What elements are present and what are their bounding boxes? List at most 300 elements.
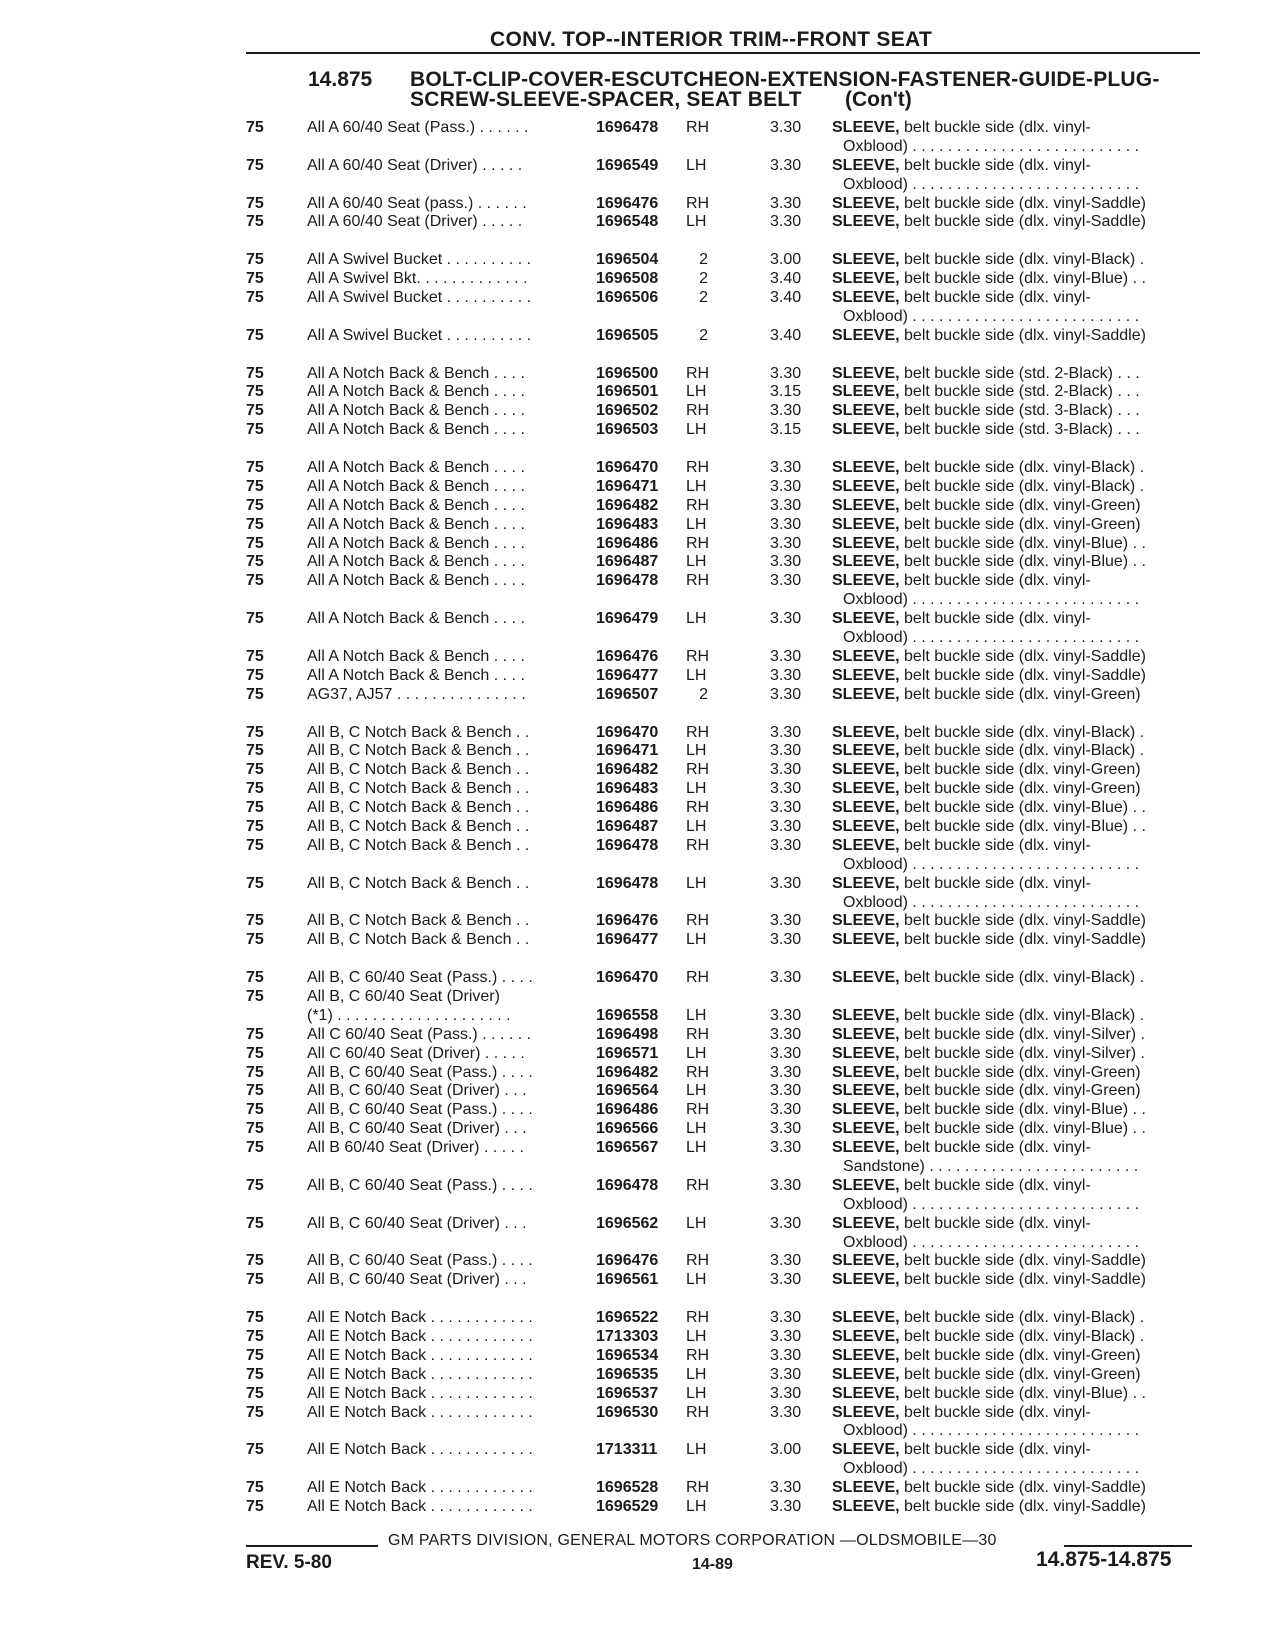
application: All B, C Notch Back & Bench . . <box>307 836 530 854</box>
part-row <box>0 1366 1280 1385</box>
description-text: belt buckle side (dlx. vinyl-Green) <box>899 1063 1141 1081</box>
part-keyword: SLEEVE, <box>832 647 900 665</box>
part-keyword: SLEEVE, <box>832 1309 900 1327</box>
description-text: belt buckle side (dlx. vinyl-Saddle) <box>899 1252 1146 1270</box>
part-number: 1696530 <box>596 1403 659 1421</box>
part-keyword: SLEEVE, <box>832 742 900 760</box>
application: All C 60/40 Seat (Pass.) . . . . . . <box>307 1025 532 1043</box>
quantity: LH <box>686 610 707 628</box>
part-keyword: SLEEVE, <box>832 1176 900 1194</box>
part-row <box>0 1441 1280 1460</box>
description <box>832 119 1200 138</box>
description <box>832 1366 1200 1385</box>
model-year: 75 <box>246 421 264 439</box>
part-number: 1696508 <box>596 270 659 288</box>
part-row <box>0 1271 1280 1290</box>
section-continued: (Con't) <box>845 88 912 111</box>
part-number: 1696501 <box>596 383 659 401</box>
price: 3.30 <box>770 1214 802 1232</box>
part-keyword: SLEEVE, <box>832 1328 900 1345</box>
part-row <box>0 1347 1280 1366</box>
description <box>832 780 1200 799</box>
description-text: belt buckle side (dlx. vinyl-Blue) . . <box>899 799 1146 817</box>
part-keyword: SLEEVE, <box>832 1214 900 1232</box>
part-number: 1696507 <box>596 685 659 703</box>
price: 3.30 <box>770 931 802 949</box>
application: All A Notch Back & Bench . . . . <box>307 534 525 552</box>
part-number: 1696487 <box>596 817 659 835</box>
application: All A Notch Back & Bench . . . . <box>307 572 525 590</box>
part-row <box>0 1479 1280 1498</box>
price: 3.30 <box>770 496 802 514</box>
description-continuation: Oxblood) . . . . . . . . . . . . . . . . . . . . . . . . . . <box>843 1195 1140 1213</box>
model-year: 75 <box>246 1176 264 1194</box>
part-keyword: SLEEVE, <box>832 1441 900 1459</box>
part-row <box>0 213 1280 232</box>
quantity: RH <box>686 1309 710 1327</box>
part-number: 1696476 <box>596 194 659 212</box>
description-text: belt buckle side (dlx. vinyl-Black) . <box>899 723 1145 741</box>
part-row <box>0 270 1280 289</box>
description-text: belt buckle side (dlx. vinyl-Blue) . . <box>899 817 1146 835</box>
description-text: belt buckle side (dlx. vinyl-Green) <box>899 761 1141 779</box>
part-keyword: SLEEVE, <box>832 553 900 571</box>
part-number: 1696478 <box>596 119 659 136</box>
quantity: LH <box>686 742 707 760</box>
price: 3.40 <box>770 289 802 307</box>
application: All E Notch Back . . . . . . . . . . . . <box>307 1403 533 1421</box>
model-year: 75 <box>246 912 264 930</box>
part-keyword: SLEEVE, <box>832 1384 900 1402</box>
description <box>832 213 1200 232</box>
model-year: 75 <box>246 213 264 231</box>
price: 3.30 <box>770 969 802 987</box>
price: 3.30 <box>770 402 802 420</box>
part-row <box>0 157 1280 176</box>
part-number: 1696549 <box>596 156 659 174</box>
quantity: RH <box>686 912 710 930</box>
quantity: LH <box>686 383 707 401</box>
part-number: 1696558 <box>596 1006 659 1024</box>
application: All A Notch Back & Bench . . . . <box>307 383 525 401</box>
part-number: 1696528 <box>596 1479 659 1497</box>
price: 3.30 <box>770 156 802 174</box>
part-keyword: SLEEVE, <box>832 459 900 477</box>
revision: REV. 5-80 <box>246 1552 332 1573</box>
part-number: 1696522 <box>596 1309 659 1327</box>
description-text: belt buckle side (dlx. vinyl-Black) . <box>899 477 1145 495</box>
description <box>832 1101 1200 1120</box>
quantity: RH <box>686 1346 710 1364</box>
part-row <box>0 1177 1280 1196</box>
part-keyword: SLEEVE, <box>832 666 900 684</box>
quantity: RH <box>686 572 710 590</box>
application: All A Notch Back & Bench . . . . <box>307 553 525 571</box>
part-keyword: SLEEVE, <box>832 1479 900 1497</box>
quantity: RH <box>686 1252 710 1270</box>
part-row <box>0 478 1280 497</box>
model-year: 75 <box>246 1063 264 1081</box>
quantity: 2 <box>699 270 708 288</box>
application: All A Notch Back & Bench . . . . <box>307 496 525 514</box>
application: All E Notch Back . . . . . . . . . . . . <box>307 1309 533 1327</box>
part-keyword: SLEEVE, <box>832 421 900 439</box>
part-number: 1696564 <box>596 1082 659 1100</box>
price: 3.40 <box>770 270 802 288</box>
part-number: 1713303 <box>596 1328 659 1345</box>
model-year: 75 <box>246 119 264 136</box>
description-text: belt buckle side (dlx. vinyl- <box>899 1403 1091 1421</box>
description-text: belt buckle side (std. 2-Black) . . . <box>899 364 1140 382</box>
part-number: 1696505 <box>596 326 659 344</box>
price: 3.30 <box>770 572 802 590</box>
price: 3.30 <box>770 1063 802 1081</box>
price: 3.30 <box>770 1403 802 1421</box>
application: All B, C Notch Back & Bench . . <box>307 799 530 817</box>
quantity: RH <box>686 194 710 212</box>
price: 3.15 <box>770 383 802 401</box>
part-keyword: SLEEVE, <box>832 1082 900 1100</box>
part-row <box>0 648 1280 667</box>
quantity: LH <box>686 817 707 835</box>
description <box>832 1026 1200 1045</box>
part-row <box>0 1101 1280 1120</box>
description-text: belt buckle side (dlx. vinyl- <box>899 289 1091 307</box>
application: All A Notch Back & Bench . . . . <box>307 647 525 665</box>
description-text: belt buckle side (dlx. vinyl-Black) . <box>899 969 1145 987</box>
part-number: 1696483 <box>596 780 659 798</box>
part-row <box>0 535 1280 554</box>
price: 3.30 <box>770 1044 802 1062</box>
part-row <box>0 289 1280 308</box>
quantity: RH <box>686 836 710 854</box>
description-continuation: Oxblood) . . . . . . . . . . . . . . . . . . . . . . . . . . <box>843 175 1140 193</box>
part-row <box>0 195 1280 214</box>
application: All E Notch Back . . . . . . . . . . . . <box>307 1498 533 1516</box>
description-continuation: Oxblood) . . . . . . . . . . . . . . . . . . . . . . . . . . <box>843 307 1140 325</box>
quantity: LH <box>686 931 707 949</box>
description <box>832 1139 1200 1158</box>
description <box>832 497 1200 516</box>
part-row-continuation <box>0 591 1280 610</box>
part-number: 1696470 <box>596 459 659 477</box>
price: 3.30 <box>770 1139 802 1157</box>
model-year: 75 <box>246 364 264 382</box>
application: All E Notch Back . . . . . . . . . . . . <box>307 1384 533 1402</box>
part-row <box>0 572 1280 591</box>
quantity: LH <box>686 780 707 798</box>
price: 3.30 <box>770 761 802 779</box>
description-text: belt buckle side (dlx. vinyl-Black) . <box>899 251 1145 269</box>
part-row <box>0 761 1280 780</box>
price: 3.30 <box>770 817 802 835</box>
description <box>832 459 1200 478</box>
application: All A Swivel Bucket . . . . . . . . . . <box>307 289 532 307</box>
price: 3.30 <box>770 742 802 760</box>
description <box>832 1271 1200 1290</box>
model-year: 75 <box>246 780 264 798</box>
description-text: belt buckle side (dlx. vinyl- <box>899 119 1091 136</box>
description-continuation: Oxblood) . . . . . . . . . . . . . . . . . . . . . . . . . . <box>843 893 1140 911</box>
description <box>832 1498 1200 1517</box>
model-year: 75 <box>246 1479 264 1497</box>
part-number: 1696486 <box>596 799 659 817</box>
part-row <box>0 1026 1280 1045</box>
description-text: belt buckle side (dlx. vinyl-Saddle) <box>899 1498 1146 1516</box>
part-row <box>0 667 1280 686</box>
description <box>832 610 1200 629</box>
part-keyword: SLEEVE, <box>832 969 900 987</box>
parts-list <box>0 119 1280 1517</box>
description-continuation: Sandstone) . . . . . . . . . . . . . . . . . . . . . . . . <box>843 1157 1139 1175</box>
part-keyword: SLEEVE, <box>832 817 900 835</box>
description <box>832 1177 1200 1196</box>
part-number: 1696476 <box>596 647 659 665</box>
part-row <box>0 1082 1280 1101</box>
application: All A Notch Back & Bench . . . . <box>307 610 525 628</box>
description <box>832 912 1200 931</box>
application: All B, C 60/40 Seat (Pass.) . . . . <box>307 1101 533 1119</box>
description <box>832 421 1200 440</box>
description <box>832 667 1200 686</box>
part-row <box>0 1328 1280 1347</box>
price: 3.30 <box>770 194 802 212</box>
part-keyword: SLEEVE, <box>832 156 900 174</box>
part-row-continuation <box>0 856 1280 875</box>
quantity: RH <box>686 1403 710 1421</box>
part-keyword: SLEEVE, <box>832 194 900 212</box>
part-row <box>0 516 1280 535</box>
part-row <box>0 251 1280 270</box>
description-text: belt buckle side (dlx. vinyl-Saddle) <box>899 931 1146 949</box>
part-number: 1696477 <box>596 666 659 684</box>
price: 3.30 <box>770 1365 802 1383</box>
part-row-continuation <box>0 894 1280 913</box>
part-number: 1696537 <box>596 1384 659 1402</box>
model-year: 75 <box>246 402 264 420</box>
part-keyword: SLEEVE, <box>832 213 900 231</box>
description-text: belt buckle side (dlx. vinyl-Saddle) <box>899 1271 1146 1289</box>
quantity: LH <box>686 1328 707 1345</box>
part-row <box>0 497 1280 516</box>
model-year: 75 <box>246 817 264 835</box>
title-rule <box>246 52 1200 54</box>
description <box>832 1385 1200 1404</box>
description-text: belt buckle side (dlx. vinyl- <box>899 1441 1091 1459</box>
model-year: 75 <box>246 496 264 514</box>
description-text: belt buckle side (dlx. vinyl-Green) <box>899 515 1141 533</box>
description-text: belt buckle side (dlx. vinyl-Saddle) <box>899 213 1146 231</box>
description-text: belt buckle side (dlx. vinyl-Green) <box>899 1346 1141 1364</box>
description <box>832 648 1200 667</box>
part-keyword: SLEEVE, <box>832 1403 900 1421</box>
part-row <box>0 969 1280 988</box>
part-number: 1696503 <box>596 421 659 439</box>
model-year: 75 <box>246 1025 264 1043</box>
part-row <box>0 1404 1280 1423</box>
application: All A 60/40 Seat (Driver) . . . . . <box>307 156 523 174</box>
price: 3.30 <box>770 836 802 854</box>
quantity: RH <box>686 761 710 779</box>
part-keyword: SLEEVE, <box>832 1365 900 1383</box>
part-row <box>0 988 1280 1007</box>
quantity: RH <box>686 1063 710 1081</box>
application: All A Notch Back & Bench . . . . <box>307 402 525 420</box>
price: 3.30 <box>770 647 802 665</box>
part-row <box>0 818 1280 837</box>
description <box>832 572 1200 591</box>
part-keyword: SLEEVE, <box>832 723 900 741</box>
part-keyword: SLEEVE, <box>832 1139 900 1157</box>
part-number: 1696483 <box>596 515 659 533</box>
price: 3.30 <box>770 1498 802 1516</box>
part-row <box>0 742 1280 761</box>
description-text: belt buckle side (dlx. vinyl-Blue) . . <box>899 1120 1146 1138</box>
quantity: RH <box>686 1101 710 1119</box>
model-year: 75 <box>246 1384 264 1402</box>
model-year: 75 <box>246 1309 264 1327</box>
part-number: 1696477 <box>596 931 659 949</box>
description <box>832 724 1200 743</box>
quantity: RH <box>686 459 710 477</box>
part-keyword: SLEEVE, <box>832 402 900 420</box>
application: All B, C 60/40 Seat (Pass.) . . . . <box>307 969 533 987</box>
price: 3.30 <box>770 780 802 798</box>
part-number: 1696566 <box>596 1120 659 1138</box>
part-row <box>0 931 1280 950</box>
part-keyword: SLEEVE, <box>832 1498 900 1516</box>
description <box>832 327 1200 346</box>
description-text: belt buckle side (dlx. vinyl-Black) . <box>899 1309 1145 1327</box>
part-number: 1696476 <box>596 1252 659 1270</box>
model-year: 75 <box>246 1044 264 1062</box>
part-row <box>0 383 1280 402</box>
part-keyword: SLEEVE, <box>832 496 900 514</box>
part-keyword: SLEEVE, <box>832 289 900 307</box>
description <box>832 969 1200 988</box>
description <box>832 742 1200 761</box>
footer-rule-left <box>246 1545 378 1547</box>
description-text: belt buckle side (dlx. vinyl-Green) <box>899 1365 1141 1383</box>
part-keyword: SLEEVE, <box>832 931 900 949</box>
model-year: 75 <box>246 553 264 571</box>
part-keyword: SLEEVE, <box>832 1044 900 1062</box>
part-number: 1696486 <box>596 1101 659 1119</box>
model-year: 75 <box>246 931 264 949</box>
description-continuation: Oxblood) . . . . . . . . . . . . . . . . . . . . . . . . . . <box>843 591 1140 609</box>
part-row-continuation <box>0 1158 1280 1177</box>
quantity: LH <box>686 1044 707 1062</box>
price: 3.30 <box>770 799 802 817</box>
price: 3.30 <box>770 1384 802 1402</box>
part-row <box>0 119 1280 138</box>
part-keyword: SLEEVE, <box>832 780 900 798</box>
part-keyword: SLEEVE, <box>832 1101 900 1119</box>
quantity: LH <box>686 515 707 533</box>
quantity: LH <box>686 1271 707 1289</box>
part-keyword: SLEEVE, <box>832 1346 900 1364</box>
description <box>832 1007 1200 1026</box>
application: All A Notch Back & Bench . . . . <box>307 477 525 495</box>
model-year: 75 <box>246 156 264 174</box>
part-row <box>0 1120 1280 1139</box>
price: 3.30 <box>770 1252 802 1270</box>
part-number: 1696482 <box>596 1063 659 1081</box>
part-keyword: SLEEVE, <box>832 1252 900 1270</box>
quantity: RH <box>686 723 710 741</box>
price: 3.30 <box>770 610 802 628</box>
description <box>832 818 1200 837</box>
description-text: belt buckle side (dlx. vinyl- <box>899 874 1091 892</box>
price: 3.30 <box>770 459 802 477</box>
part-row <box>0 724 1280 743</box>
model-year: 75 <box>246 251 264 269</box>
part-row <box>0 1007 1280 1026</box>
description-text: belt buckle side (dlx. vinyl- <box>899 836 1091 854</box>
part-row <box>0 610 1280 629</box>
part-keyword: SLEEVE, <box>832 572 900 590</box>
description-text: belt buckle side (dlx. vinyl-Black) . <box>899 1006 1145 1024</box>
part-row-continuation <box>0 629 1280 648</box>
part-number: 1696478 <box>596 836 659 854</box>
application: All E Notch Back . . . . . . . . . . . . <box>307 1441 533 1459</box>
application: All B, C Notch Back & Bench . . <box>307 742 530 760</box>
application: All A 60/40 Seat (Driver) . . . . . <box>307 213 523 231</box>
application: All A Swivel Bucket . . . . . . . . . . <box>307 251 532 269</box>
model-year: 75 <box>246 1271 264 1289</box>
description <box>832 1215 1200 1234</box>
part-row <box>0 402 1280 421</box>
price: 3.30 <box>770 723 802 741</box>
description <box>832 553 1200 572</box>
model-year: 75 <box>246 1403 264 1421</box>
application: All B, C 60/40 Seat (Pass.) . . . . <box>307 1063 533 1081</box>
quantity: LH <box>686 1082 707 1100</box>
part-row <box>0 1045 1280 1064</box>
model-year: 75 <box>246 326 264 344</box>
part-number: 1696535 <box>596 1365 659 1383</box>
part-number: 1696534 <box>596 1346 659 1364</box>
part-keyword: SLEEVE, <box>832 326 900 344</box>
application: All B, C Notch Back & Bench . . <box>307 874 530 892</box>
part-row <box>0 459 1280 478</box>
description-text: belt buckle side (dlx. vinyl-Green) <box>899 780 1141 798</box>
model-year: 75 <box>246 610 264 628</box>
model-year: 75 <box>246 761 264 779</box>
quantity: 2 <box>699 685 708 703</box>
part-row-continuation <box>0 1422 1280 1441</box>
description <box>832 875 1200 894</box>
model-year: 75 <box>246 383 264 401</box>
part-keyword: SLEEVE, <box>832 799 900 817</box>
part-keyword: SLEEVE, <box>832 477 900 495</box>
description <box>832 270 1200 289</box>
description-text: belt buckle side (dlx. vinyl- <box>899 572 1091 590</box>
part-keyword: SLEEVE, <box>832 251 900 269</box>
price: 3.30 <box>770 1120 802 1138</box>
description-text: belt buckle side (dlx. vinyl-Blue) . . <box>899 1101 1146 1119</box>
description <box>832 1045 1200 1064</box>
quantity: RH <box>686 1479 710 1497</box>
description-text: belt buckle side (dlx. vinyl-Saddle) <box>899 912 1146 930</box>
description <box>832 365 1200 384</box>
price: 3.30 <box>770 1309 802 1327</box>
section-title-line2: SCREW-SLEEVE-SPACER, SEAT BELT <box>410 88 802 111</box>
part-row <box>0 365 1280 384</box>
part-row <box>0 1064 1280 1083</box>
price: 3.30 <box>770 119 802 136</box>
description-text: belt buckle side (dlx. vinyl-Blue) . . <box>899 553 1146 571</box>
